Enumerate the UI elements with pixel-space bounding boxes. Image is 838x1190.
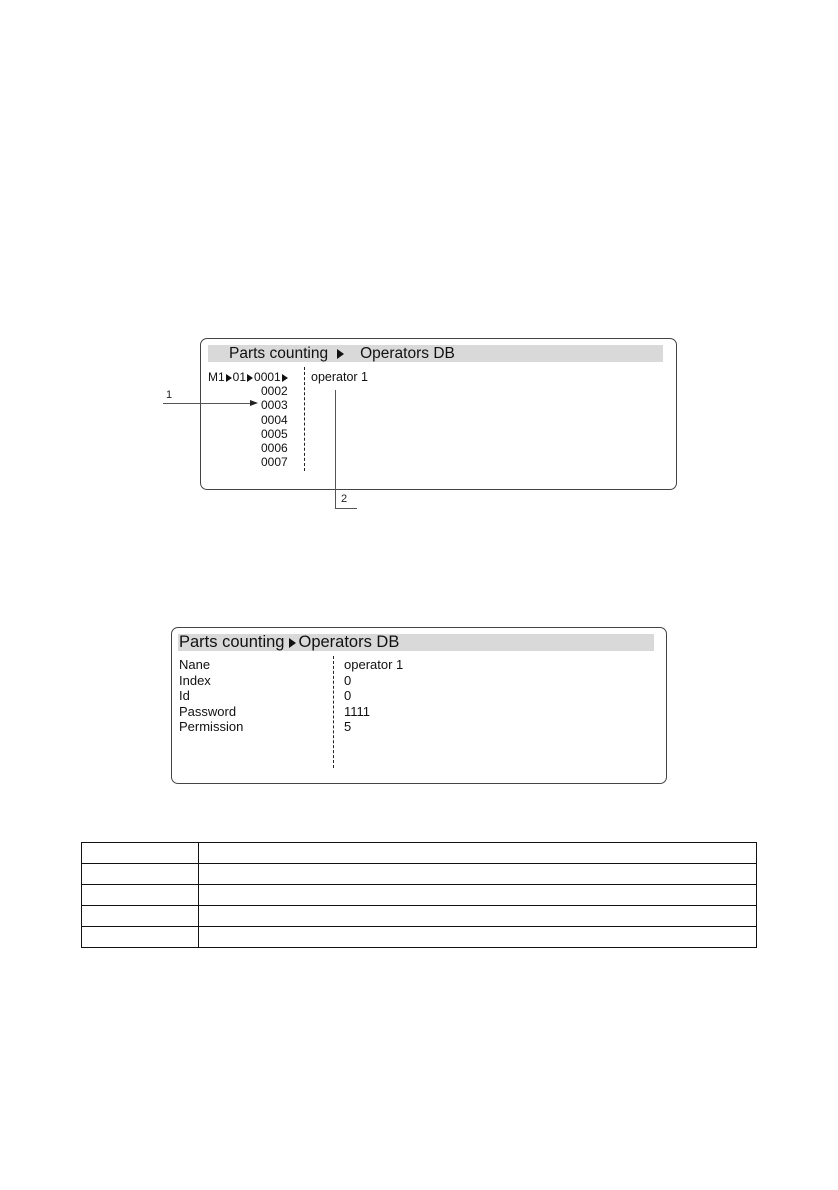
operator-name-value: operator 1: [311, 370, 368, 384]
list-item[interactable]: 0003: [261, 398, 288, 413]
value-password[interactable]: 1111: [344, 703, 371, 719]
list-item[interactable]: 0002: [261, 384, 288, 398]
title-operators-db: Operators DB: [360, 344, 455, 362]
empty-table: [81, 842, 757, 948]
value-name[interactable]: operator 1: [344, 657, 404, 672]
label-password: Password: [179, 703, 237, 719]
table-cell: [199, 927, 757, 948]
arrow-right-icon: [282, 374, 288, 382]
list-item[interactable]: 0005: [261, 426, 288, 441]
table-row: [82, 864, 757, 885]
field-labels: [179, 657, 243, 735]
arrow-right-icon: [289, 638, 296, 648]
table-row: [82, 843, 757, 864]
list-item[interactable]: 0006: [261, 441, 288, 456]
label-index: Index: [179, 672, 211, 688]
table-row: [82, 906, 757, 927]
label-id: Id: [179, 688, 190, 703]
arrow-right-icon: [247, 374, 253, 382]
callout-line-2-underline: [335, 508, 357, 509]
field-values: [344, 657, 403, 735]
screen-title-bar: [208, 345, 663, 362]
value-id[interactable]: 0: [344, 688, 352, 703]
value-permission[interactable]: 5: [344, 719, 352, 734]
title-operators-db: Operators DB: [298, 633, 400, 651]
callout-label-1: 1: [166, 389, 173, 401]
operator-detail-screen: [171, 627, 667, 784]
table-cell: [82, 843, 199, 864]
table-row: [82, 885, 757, 906]
menu-path: [208, 370, 288, 384]
table-cell: [199, 906, 757, 927]
label-permission: Permission: [179, 719, 244, 734]
column-divider: [333, 656, 334, 768]
table-cell: [82, 927, 199, 948]
title-parts-counting: Parts counting: [229, 344, 329, 362]
title-parts-counting: Parts counting: [179, 633, 285, 651]
table-cell: [82, 906, 199, 927]
list-item[interactable]: 0004: [261, 412, 288, 427]
value-index[interactable]: 0: [344, 672, 352, 688]
path-01: 01: [232, 370, 247, 384]
screen-title-bar: [178, 634, 654, 651]
operators-list-screen: [200, 338, 677, 490]
table-cell: [82, 885, 199, 906]
arrow-right-icon: [226, 374, 232, 382]
table-cell: [199, 843, 757, 864]
table-cell: [199, 864, 757, 885]
callout-label-2: 2: [341, 493, 348, 505]
path-0001[interactable]: 0001: [254, 370, 281, 384]
label-name: Nane: [179, 657, 211, 672]
callout-arrow-icon: [250, 400, 258, 406]
list-item[interactable]: 0007: [261, 455, 288, 470]
table-row: [82, 927, 757, 948]
arrow-right-icon: [337, 349, 344, 359]
callout-line-2: [335, 390, 336, 509]
record-list: [261, 384, 288, 470]
callout-line-1: [163, 403, 251, 404]
path-m1: M1: [208, 370, 225, 384]
table-cell: [82, 864, 199, 885]
table-cell: [199, 885, 757, 906]
column-divider: [304, 367, 305, 471]
